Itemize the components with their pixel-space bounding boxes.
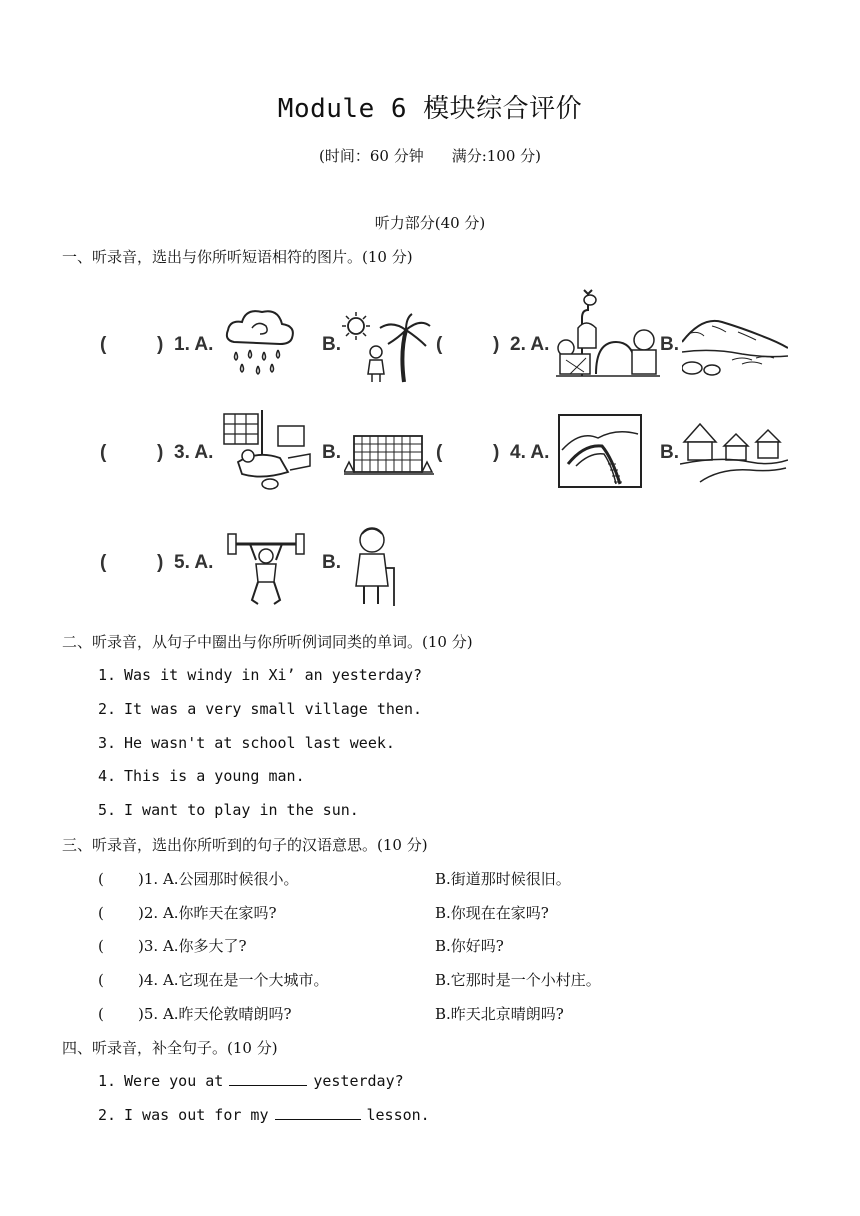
old-woman-icon <box>350 524 400 608</box>
answer-paren-open[interactable]: ( <box>100 334 107 355</box>
great-wall-icon <box>558 414 642 488</box>
list-item: 5. I want to play in the sun. <box>98 801 359 819</box>
q1-option-b-label: B. <box>322 334 341 355</box>
q4-option-b-label: B. <box>660 442 679 463</box>
list-item: ( )3. A.你多大了? B.你好吗? <box>98 937 504 955</box>
q3-option-b-label: B. <box>322 442 341 463</box>
list-item: 2. I was out for my lesson. <box>98 1106 430 1124</box>
answer-blank[interactable]: ( <box>98 870 104 888</box>
answer-paren-close: ) <box>493 442 500 463</box>
list-item: ( )4. A.它现在是一个大城市。 B.它那时是一个小村庄。 <box>98 971 601 989</box>
q2-option-a-label: 2. A. <box>510 334 550 355</box>
section4-heading: 四、听录音，补全句子。(10 分) <box>62 1039 278 1057</box>
answer-paren-close: ) <box>493 334 500 355</box>
section1-heading: 一、听录音，选出与你所听短语相符的图片。(10 分) <box>62 248 413 266</box>
section2-heading: 二、听录音，从句子中圈出与你所听例词同类的单词。(10 分) <box>62 633 473 651</box>
school-building-icon <box>344 430 434 478</box>
q1-option-a-label: 1. A. <box>174 334 214 355</box>
page-title: Module 6 模块综合评价 <box>277 94 583 124</box>
listening-part-heading: 听力部分(40 分) <box>374 214 486 232</box>
list-item: ( )1. A.公园那时候很小。 B.街道那时候很旧。 <box>98 870 571 888</box>
fill-blank[interactable] <box>275 1105 361 1120</box>
mountain-lake-icon <box>682 312 788 376</box>
answer-blank[interactable]: ( <box>98 1005 104 1023</box>
q2-option-b-label: B. <box>660 334 679 355</box>
list-item: ( )2. A.你昨天在家吗? B.你现在在家吗? <box>98 904 549 922</box>
answer-paren-open[interactable]: ( <box>436 334 443 355</box>
list-item: ( )5. A.昨天伦敦晴朗吗? B.昨天北京晴朗吗? <box>98 1005 564 1023</box>
sleeping-room-icon <box>218 410 314 492</box>
sunny-palm-icon <box>342 312 432 384</box>
q3-option-a-label: 3. A. <box>174 442 214 463</box>
zoo-animals-icon <box>556 288 660 380</box>
section3-heading: 三、听录音，选出你所听到的句子的汉语意思。(10 分) <box>62 836 428 854</box>
answer-paren-close: ) <box>157 552 164 573</box>
answer-paren-close: ) <box>157 442 164 463</box>
list-item: 2. It was a very small village then. <box>98 700 423 718</box>
fill-blank[interactable] <box>229 1071 307 1086</box>
answer-paren-open[interactable]: ( <box>436 442 443 463</box>
weightlifter-icon <box>226 530 306 608</box>
time-limit: (时间：60 分钟 <box>318 147 424 165</box>
answer-blank[interactable]: ( <box>98 937 104 955</box>
q4-option-a-label: 4. A. <box>510 442 550 463</box>
rain-cloud-icon <box>222 302 298 382</box>
answer-paren-open[interactable]: ( <box>100 552 107 573</box>
q5-option-a-label: 5. A. <box>174 552 214 573</box>
answer-paren-open[interactable]: ( <box>100 442 107 463</box>
list-item: 3. He wasn't at school last week. <box>98 734 395 752</box>
full-score: 满分:100 分) <box>451 147 542 165</box>
answer-blank[interactable]: ( <box>98 971 104 989</box>
village-houses-icon <box>680 418 788 484</box>
answer-blank[interactable]: ( <box>98 904 104 922</box>
list-item: 1. Were you at yesterday? <box>98 1072 404 1090</box>
q5-option-b-label: B. <box>322 552 341 573</box>
list-item: 1. Was it windy in Xi’ an yesterday? <box>98 666 423 684</box>
answer-paren-close: ) <box>157 334 164 355</box>
list-item: 4. This is a young man. <box>98 767 305 785</box>
